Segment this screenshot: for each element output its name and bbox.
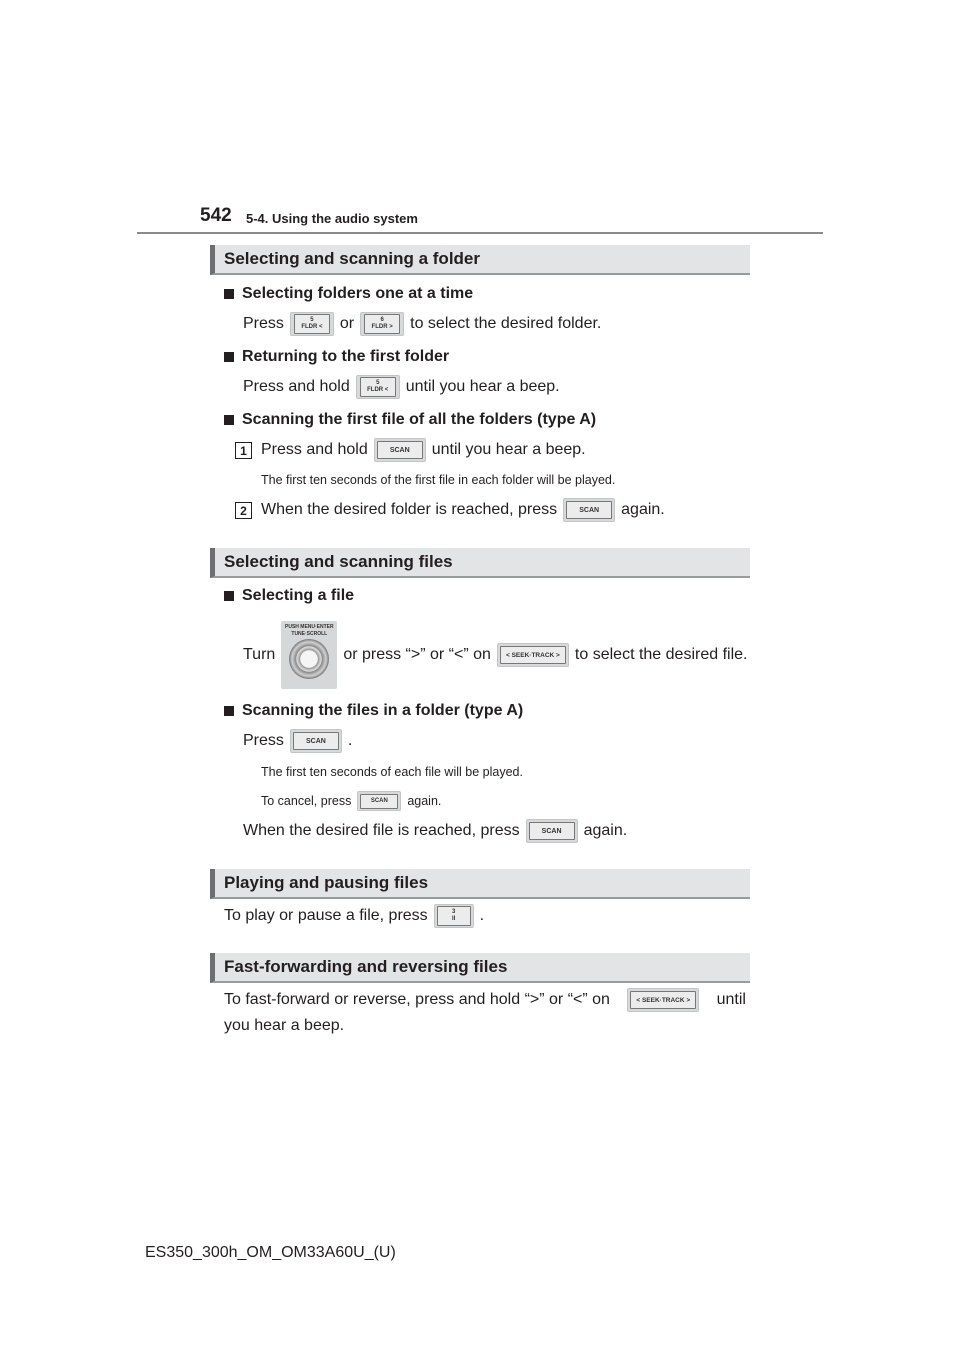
section-title: Selecting and scanning a folder — [224, 249, 480, 268]
scan-button-icon: SCAN — [290, 729, 342, 753]
running-head: 5-4. Using the audio system — [246, 211, 418, 226]
page-number: 542 — [200, 205, 232, 226]
section-title: Selecting and scanning files — [224, 552, 453, 571]
folder-down-button-icon: 5 FLDR < — [356, 375, 400, 399]
instruction-text: again. — [621, 501, 665, 518]
scan-button-icon: SCAN — [526, 819, 578, 843]
seek-track-button-icon: < SEEK·TRACK > — [627, 988, 699, 1012]
instruction-text: until you hear a beep. — [405, 378, 560, 395]
instruction-line — [243, 819, 627, 843]
scan-button-icon: SCAN — [563, 498, 615, 522]
subheading-text: Selecting folders one at a time — [242, 285, 474, 302]
bullet-square-icon — [224, 415, 234, 425]
bullet-square-icon — [224, 289, 234, 299]
folder-down-button-icon: 5 FLDR < — [290, 312, 334, 336]
section-heading-folder — [210, 245, 750, 275]
instruction-text: Press and hold — [243, 378, 350, 395]
instruction-line — [243, 729, 352, 753]
instruction-text: until you hear a beep. — [431, 441, 586, 458]
subheading-text: Scanning the files in a folder (type A) — [242, 702, 524, 719]
subheading-return-first-folder — [224, 348, 449, 366]
bullet-square-icon — [224, 352, 234, 362]
instruction-text: or — [339, 315, 355, 332]
instruction-line — [243, 375, 560, 399]
note-text: The first ten seconds of each file will be played. — [261, 765, 523, 779]
instruction-text: or press “>” or “<” on — [343, 646, 491, 663]
section-title: Fast-forwarding and reversing files — [224, 957, 508, 976]
note-line — [261, 791, 441, 811]
subheading-scan-files — [224, 702, 523, 720]
instruction-text: until — [716, 991, 746, 1008]
seek-track-button-icon: < SEEK·TRACK > — [497, 643, 569, 667]
instruction-line — [224, 988, 746, 1012]
subheading-select-file — [224, 587, 354, 605]
subheading-select-folders — [224, 285, 473, 303]
note-text: To cancel, press — [261, 794, 352, 808]
tune-scroll-knob-icon: PUSH MENU·ENTER TUNE·SCROLL — [281, 621, 337, 689]
subheading-scan-folders — [224, 411, 596, 429]
footer-code: ES350_300h_OM_OM33A60U_(U) — [145, 1244, 396, 1261]
subheading-text: Returning to the first folder — [242, 348, 450, 365]
instruction-text: Turn — [243, 646, 276, 663]
instruction-text: to select the desired folder. — [410, 315, 602, 332]
note-text: The first ten seconds of the first file in each folder will be played. — [261, 473, 616, 487]
instruction-text: you hear a beep. — [224, 1017, 345, 1034]
play-pause-button-icon: 3 II — [434, 904, 474, 928]
instruction-text: Press and hold — [261, 441, 368, 458]
step-number-2: 2 — [235, 502, 252, 519]
subheading-text: Scanning the first file of all the folders (type A) — [242, 411, 597, 428]
instruction-text: again. — [583, 822, 628, 839]
subheading-text: Selecting a file — [242, 587, 355, 604]
note-text: again. — [407, 794, 442, 808]
instruction-text: To fast-forward or reverse, press and hold “>” or “<” on — [224, 991, 610, 1008]
instruction-text: . — [347, 732, 353, 749]
section-heading-play-pause — [210, 869, 750, 899]
scan-button-icon: SCAN — [357, 791, 401, 811]
instruction-text: Press — [243, 732, 284, 749]
instruction-text: . — [479, 907, 485, 924]
instruction-text: Press — [243, 315, 284, 332]
section-heading-fast-forward — [210, 953, 750, 983]
section-title: Playing and pausing files — [224, 873, 429, 892]
section-heading-files — [210, 548, 750, 578]
instruction-line — [261, 438, 586, 462]
bullet-square-icon — [224, 706, 234, 716]
header-rule — [137, 232, 823, 234]
bullet-square-icon — [224, 591, 234, 601]
instruction-line — [243, 621, 747, 689]
instruction-text: When the desired folder is reached, press — [261, 501, 558, 518]
folder-up-button-icon: 6 FLDR > — [360, 312, 404, 336]
instruction-text: When the desired file is reached, press — [243, 822, 520, 839]
instruction-line — [243, 312, 601, 336]
instruction-text: To play or pause a file, press — [224, 907, 428, 924]
scan-button-icon: SCAN — [374, 438, 426, 462]
instruction-line — [224, 904, 484, 928]
step-number-1: 1 — [235, 442, 252, 459]
instruction-text: to select the desired file. — [574, 646, 748, 663]
instruction-line — [261, 498, 665, 522]
